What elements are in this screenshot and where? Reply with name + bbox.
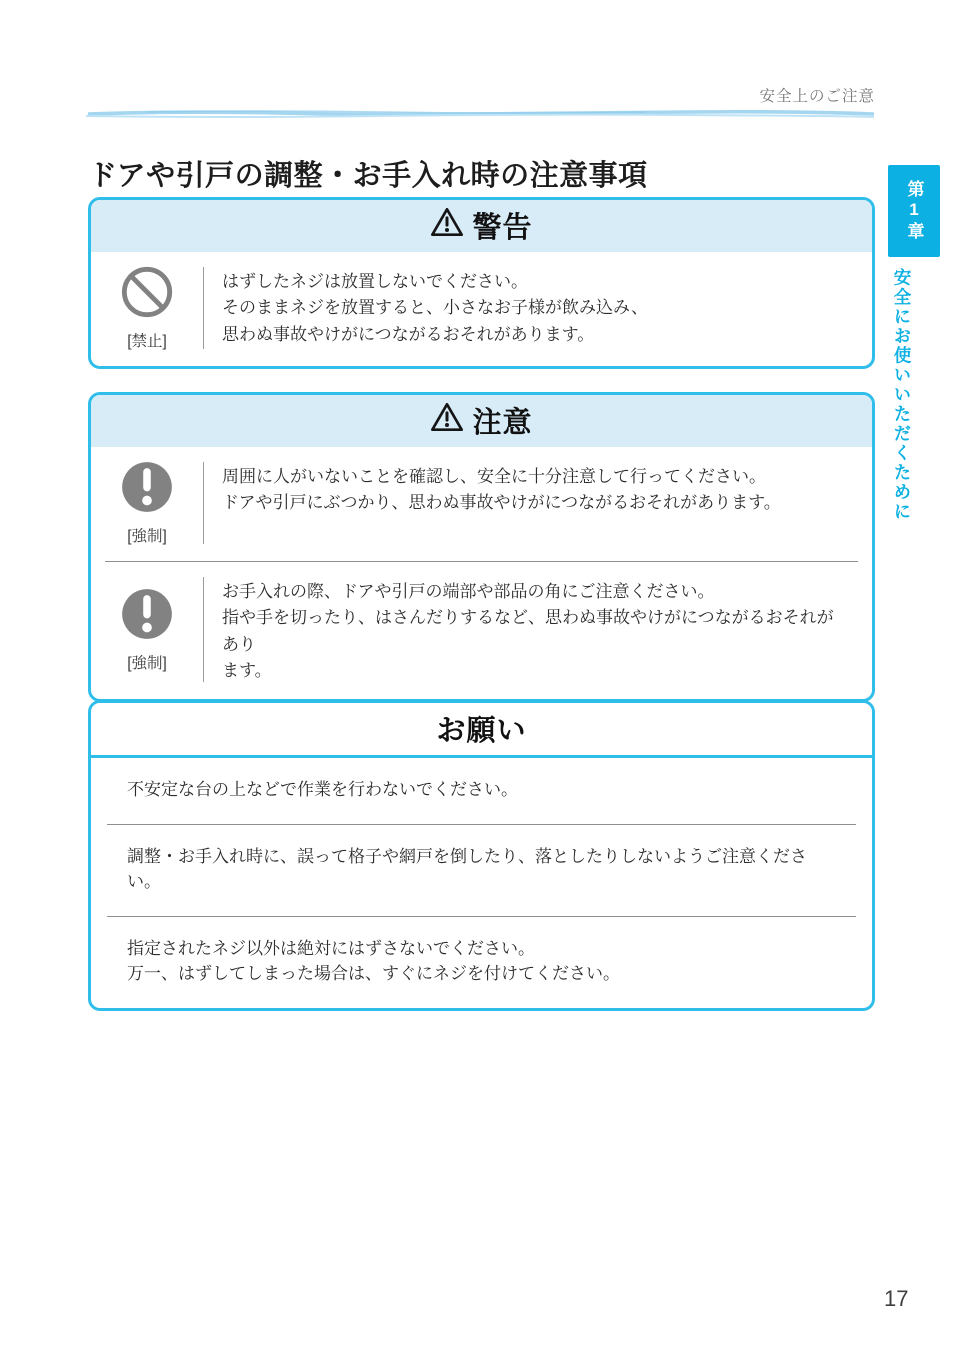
mandatory-icon	[120, 460, 174, 519]
text-line: ます。	[221, 661, 272, 681]
warning-row-text	[204, 265, 656, 351]
warning-box-title: 警告	[472, 212, 533, 244]
text-line: そのままネジを放置すると、小さなお子様が飲み込み、	[222, 298, 649, 318]
caution-box-header	[91, 395, 872, 447]
text-line: お手入れの際、ドアや引戸の端部や部品の角にご注意ください。	[221, 582, 715, 601]
caution-row-icon-col	[91, 575, 203, 684]
caution-row-text	[204, 460, 789, 546]
request-box-title: お願い	[436, 715, 527, 747]
decorative-brush-line	[86, 107, 876, 119]
warning-row	[91, 252, 872, 366]
chapter-tab: 第1章	[888, 165, 940, 257]
text-line: 不安定な台の上などで作業を行わないでください。	[127, 780, 518, 799]
text-line: 万一、はずしてしまった場合は、すぐにネジを付けてください。	[127, 964, 620, 983]
caution-row	[91, 447, 872, 561]
request-box	[88, 700, 875, 1011]
text-line: 指定されたネジ以外は絶対にはずさないでください。	[127, 938, 535, 958]
page-number: 17	[884, 1286, 909, 1311]
prohibition-label: [禁止]	[127, 333, 167, 350]
warning-box	[88, 197, 875, 369]
text-line: 指や手を切ったり、はさんだりするなど、思わぬ事故やけがにつながるおそれがあり	[221, 608, 834, 654]
warning-box-header	[91, 200, 872, 252]
request-item	[91, 917, 872, 1008]
page-title: ドアや引戸の調整・お手入れ時の注意事項	[88, 160, 648, 193]
chapter-title-vertical: 安全にお使いいただくために	[892, 268, 912, 522]
mandatory-label: [強制]	[127, 654, 167, 672]
request-box-header	[91, 703, 872, 758]
text-line: はずしたネジは放置しないでください。	[222, 272, 528, 291]
text-line: 思わぬ事故やけがにつながるおそれがあります。	[222, 324, 595, 344]
text-line: 周囲に人がいないことを確認し、安全に十分注意して行ってください。	[222, 467, 766, 486]
text-line: ドアや引戸にぶつかり、思わぬ事故やけがにつながるおそれがあります。	[222, 493, 781, 513]
caution-row-text	[204, 575, 858, 684]
running-header: 安全上のご注意	[759, 88, 875, 105]
prohibition-icon	[120, 265, 174, 324]
mandatory-label: [強制]	[127, 528, 167, 545]
caution-box	[88, 392, 875, 702]
request-item	[91, 758, 872, 824]
request-item	[91, 825, 872, 916]
caution-row	[91, 562, 872, 699]
warning-row-icon-col	[91, 265, 203, 351]
warning-triangle-icon	[430, 207, 464, 245]
text-line: 調整・お手入れ時に、誤って格子や網戸を倒したり、落としたりしないようご注意ください。	[127, 846, 807, 891]
caution-row-icon-col	[91, 460, 203, 546]
warning-triangle-icon	[430, 402, 464, 440]
mandatory-icon	[120, 587, 174, 646]
caution-box-title: 注意	[472, 407, 533, 439]
